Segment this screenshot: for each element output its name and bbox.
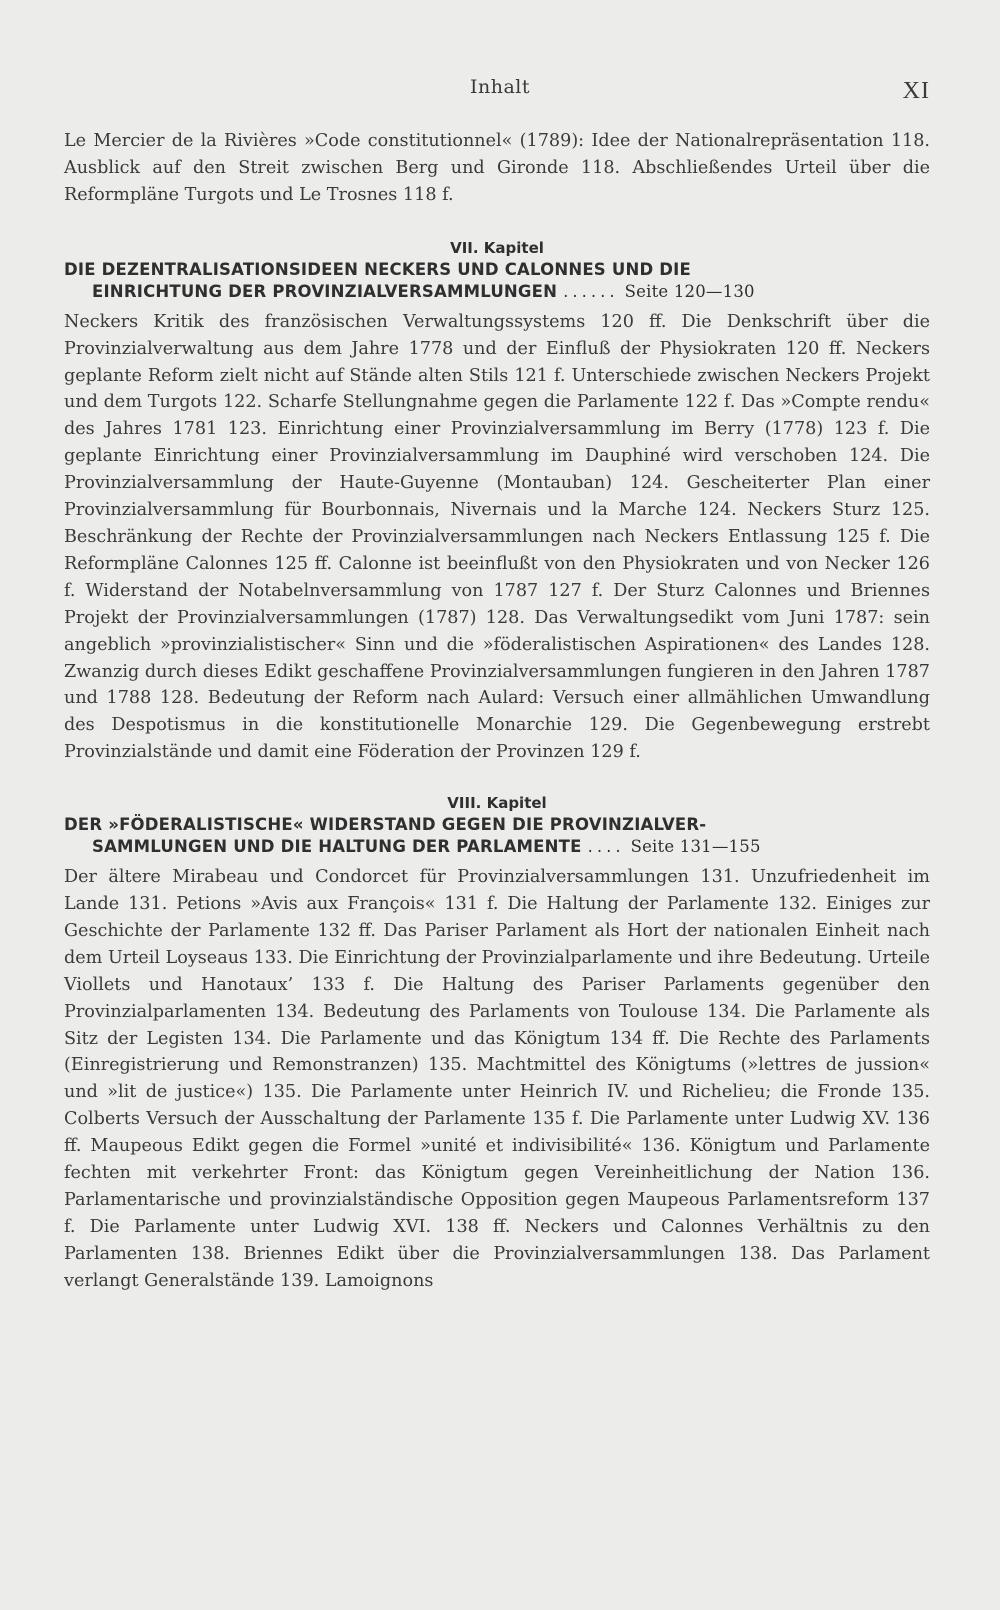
chapter-7-title-line-2-row <box>64 281 930 303</box>
chapter-8-entry <box>64 792 930 1295</box>
chapter-7-number: VII. Kapitel <box>450 238 544 257</box>
chapter-7-title <box>64 259 930 303</box>
chapter-7-dot-leader: ...... <box>563 281 619 301</box>
page-number: XI <box>902 78 930 104</box>
chapter-8-title-line-1: DER »FÖDERALISTISCHE« WIDERSTAND GEGEN DIE PROVINZIALVER- <box>64 815 707 835</box>
chapter-7-summary: Neckers Kritik des französischen Verwaltungssystems 120 ff. Die Denkschrift über die Provinzialverwaltung aus dem Jahre 1778 und der Einfluß der Physiokraten 120 ff. Neckers geplante Reform zielt nicht auf Stände alten Stils 121 f. Unterschiede zwischen Neckers Projekt und dem Turgots 122. Scharfe Stellungnahme gegen die Parlamente 122 f. Das »Compte rendu« des Jahres 1781 123. Einrichtung einer Provinzialversammlung im Berry (1778) 123 f. Die geplante Einrichtung einer Provinzialversammlung im Dauphiné wird verschoben 124. Die Provinzialversammlung der Haute-Guyenne (Montauban) 124. Gescheiterter Plan einer Provinzialversammlung für Bourbonnais, Nivernais und la Marche 124. Neckers Sturz 125. Beschränkung der Rechte der Provinzialversammlungen nach Neckers Entlassung 125 f. Die Reformpläne Calonnes 125 ff. Calonne ist beeinflußt von den Physiokraten und von Necker 126 f. Widerstand der Notabelnversammlung von 1787 127 f. Der Sturz Calonnes und Briennes Projekt der Provinzialversammlungen (1787) 128. Das Verwaltungsedikt vom Juni 1787: sein angeblich »provinzialistischer« Sinn und die »föderalistischen Aspirationen« des Landes 128. Zwanzig durch dieses Edikt geschaffene Provinzialversammlungen fungieren in den Jahren 1787 und 1788 128. Bedeutung der Reform nach Aulard: Versuch einer allmählichen Umwandlung des Despotismus in die konstitutionelle Monarchie 129. Die Gegenbewegung erstrebt Provinzialstände und damit eine Föderation der Provinzen 129 f. <box>64 311 930 763</box>
chapter-7-page-range: Seite 120—130 <box>624 281 755 301</box>
contents-body <box>64 128 930 1295</box>
intro-paragraph: Le Mercier de la Rivières »Code constitutionnel« (1789): Idee der Nationalrepräsentation 118. Ausblick auf den Streit zwischen Berg und Gironde 118. Abschließendes Urteil über die Reformpläne Turgots und Le Trosnes 118 f. <box>64 131 930 205</box>
chapter-8-page-range: Seite 131—155 <box>630 837 761 857</box>
chapter-8-title <box>64 814 930 858</box>
chapter-8-dot-leader: .... <box>587 837 625 857</box>
running-head-title: Inhalt <box>469 76 531 98</box>
chapter-7-entry <box>64 237 930 766</box>
chapter-8-summary: Der ältere Mirabeau und Condorcet für Provinzialversammlungen 131. Unzufriedenheit im Lande 131. Petions »Avis aux François« 131 f. Die Haltung der Parlamente 132. Einiges zur Geschichte der Parlamente 132 ff. Das Pariser Parlament als Hort der nationalen Einheit nach dem Urteil Loyseaus 133. Die Einrichtung der Provinzialparlamente und ihre Bedeutung. Urteile Viollets und Hanotaux’ 133 f. Die Haltung des Pariser Parlaments gegenüber den Provinzialparlamenten 134. Bedeutung des Parlaments von Toulouse 134. Die Parlamente als Sitz der Legisten 134. Die Parlamente und das Königtum 134 ff. Die Rechte des Parlaments (Einregistrierung und Remonstranzen) 135. Machtmittel des Königtums (»lettres de jussion« und »lit de justice«) 135. Die Parlamente unter Heinrich IV. und Richelieu; die Fronde 135. Colberts Versuch der Ausschaltung der Parlamente 135 f. Die Parlamente unter Ludwig XV. 136 ff. Maupeous Edikt gegen die Formel »unité et indivisibilité« 136. Königtum und Parlamente fechten mit verkehrter Front: das Königtum gegen Vereinheitlichung der Nation 136. Parlamentarische und provinzialständische Opposition gegen Maupeous Parlamentsreform 137 f. Die Parlamente unter Ludwig XVI. 138 ff. Neckers und Calonnes Verhältnis zu den Parlamenten 138. Briennes Edikt über die Provinzialversammlungen 138. Das Parlament verlangt Generalstände 139. Lamoignons <box>64 867 930 1291</box>
chapter-8-number: VIII. Kapitel <box>447 794 547 813</box>
chapter-8-title-line-2: SAMMLUNGEN UND DIE HALTUNG DER PARLAMENTE <box>92 837 582 857</box>
chapter-8-title-line-2-row <box>64 836 930 858</box>
chapter-7-title-line-2: EINRICHTUNG DER PROVINZIALVERSAMMLUNGEN <box>92 281 558 301</box>
chapter-7-title-line-1: DIE DEZENTRALISATIONSIDEEN NECKERS UND CALONNES UND DIE <box>64 259 691 279</box>
running-head <box>0 76 1000 104</box>
